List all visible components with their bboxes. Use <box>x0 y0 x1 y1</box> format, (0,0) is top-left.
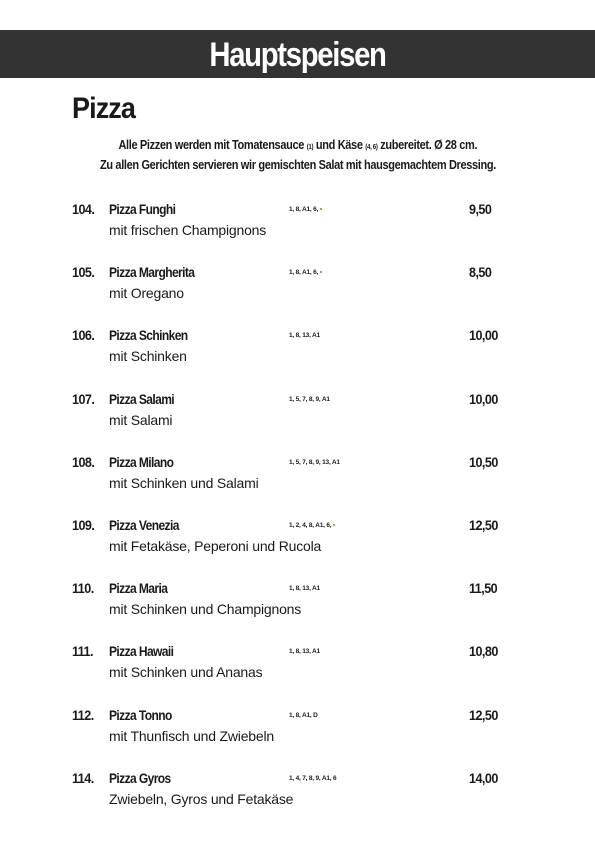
item-number: 104. <box>72 201 95 217</box>
cheese-allergen-code: (4, 6) <box>364 144 378 151</box>
menu-item <box>0 770 595 816</box>
allergen-codes: 1, 4, 7, 8, 9, A1, 6 <box>289 775 337 782</box>
menu-item <box>0 391 595 437</box>
item-description: Zwiebeln, Gyros und Fetakäse <box>109 791 294 807</box>
item-price: 10,50 <box>469 454 498 470</box>
item-price: 12,50 <box>469 707 498 723</box>
item-name: Pizza Venezia <box>109 517 179 533</box>
item-allergens <box>289 206 322 213</box>
menu-item <box>0 580 595 626</box>
item-number: 105. <box>72 264 95 280</box>
item-name: Pizza Schinken <box>109 327 188 343</box>
item-number: 107. <box>72 391 95 407</box>
item-name: Pizza Funghi <box>109 201 176 217</box>
section-title: Pizza <box>72 92 136 125</box>
intro-text-b: und Käse <box>315 138 363 152</box>
item-number: 108. <box>72 454 95 470</box>
item-name: Pizza Maria <box>109 580 168 596</box>
item-description: mit Schinken und Champignons <box>109 601 302 617</box>
item-allergens <box>289 396 330 403</box>
item-allergens <box>289 712 318 719</box>
item-allergens <box>289 459 340 466</box>
item-price: 12,50 <box>469 517 498 533</box>
item-name: Pizza Salami <box>109 391 175 407</box>
item-number: 109. <box>72 517 95 533</box>
item-price: 8,50 <box>469 264 492 280</box>
item-price: 10,80 <box>469 643 498 659</box>
item-allergens <box>289 332 320 339</box>
item-description: mit Schinken <box>109 348 187 364</box>
allergen-codes: 1, 8, A1, 6, <box>289 269 319 276</box>
menu-item <box>0 264 595 310</box>
allergen-codes: 1, 5, 7, 8, 9, 13, A1 <box>289 459 340 466</box>
allergen-codes: 1, 8, 13, A1 <box>289 585 320 592</box>
item-price: 10,00 <box>469 391 498 407</box>
item-number: 111. <box>72 643 93 659</box>
menu-item <box>0 517 595 563</box>
sauce-allergen-code: (1) <box>306 144 313 151</box>
item-name: Pizza Gyros <box>109 770 171 786</box>
item-description: mit Schinken und Ananas <box>109 664 263 680</box>
allergen-codes: 1, 8, A1, 6, <box>289 206 319 213</box>
intro-line-2 <box>0 158 595 172</box>
allergen-codes: 1, 2, 4, 8, A1, 6, <box>289 522 332 529</box>
intro-salad-note: Zu allen Gerichten servieren wir gemischten Salat mit hausgemachtem Dressing. <box>99 158 496 172</box>
header-bar <box>0 30 595 78</box>
allergen-codes: 1, 8, 13, A1 <box>289 332 320 339</box>
menu-item <box>0 201 595 247</box>
vegetarian-dot-icon <box>320 208 322 210</box>
item-price: 9,50 <box>469 201 492 217</box>
item-number: 114. <box>72 770 94 786</box>
item-price: 10,00 <box>469 327 498 343</box>
menu-item <box>0 327 595 373</box>
item-name: Pizza Milano <box>109 454 174 470</box>
item-allergens <box>289 522 335 529</box>
item-name: Pizza Margherita <box>109 264 195 280</box>
menu-item <box>0 707 595 753</box>
item-description: mit frischen Champignons <box>109 222 267 238</box>
item-allergens <box>289 775 336 782</box>
item-allergens <box>289 648 320 655</box>
intro-text-c: zubereitet. Ø 28 cm. <box>379 138 477 152</box>
item-price: 11,50 <box>469 580 498 596</box>
item-description: mit Thunfisch und Zwiebeln <box>109 728 274 744</box>
menu-item <box>0 454 595 500</box>
intro-text-a: Alle Pizzen werden mit Tomatensauce <box>118 138 304 152</box>
item-allergens <box>289 585 320 592</box>
item-description: mit Fetakäse, Peperoni und Rucola <box>109 538 322 554</box>
intro-line-1 <box>0 138 595 152</box>
item-name: Pizza Hawaii <box>109 643 174 659</box>
page-title: Hauptspeisen <box>209 36 386 74</box>
item-price: 14,00 <box>469 770 498 786</box>
item-name: Pizza Tonno <box>109 707 172 723</box>
item-description: mit Oregano <box>109 285 184 301</box>
vegetarian-dot-icon <box>320 271 322 273</box>
item-allergens <box>289 269 322 276</box>
menu-item <box>0 643 595 689</box>
item-description: mit Schinken und Salami <box>109 475 259 491</box>
item-number: 110. <box>72 580 94 596</box>
item-description: mit Salami <box>109 412 173 428</box>
item-number: 106. <box>72 327 95 343</box>
allergen-codes: 1, 8, 13, A1 <box>289 648 320 655</box>
vegetarian-dot-icon <box>333 524 335 526</box>
allergen-codes: 1, 8, A1, D <box>289 712 318 719</box>
item-number: 112. <box>72 707 94 723</box>
allergen-codes: 1, 5, 7, 8, 9, A1 <box>289 396 330 403</box>
